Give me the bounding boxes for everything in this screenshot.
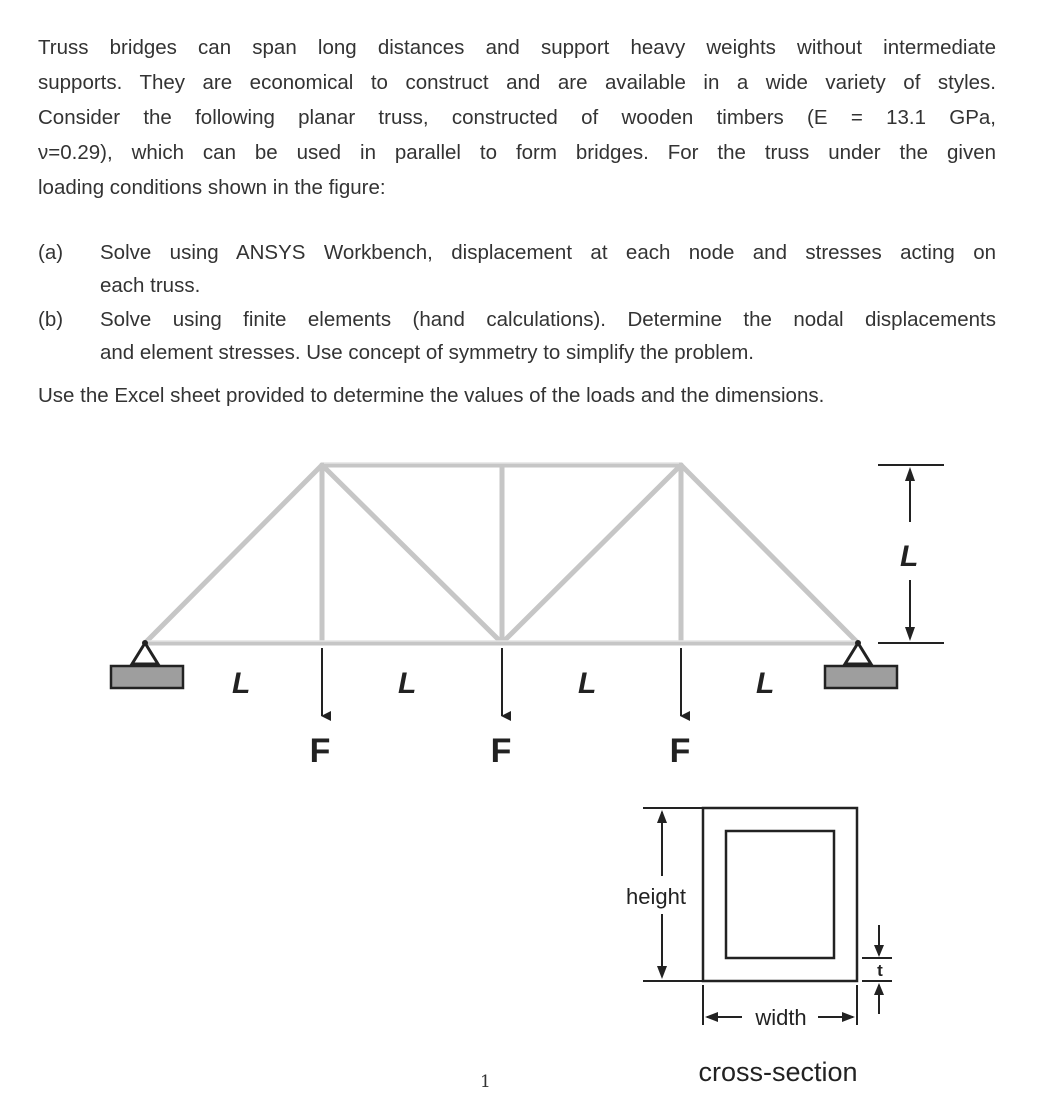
diagonal-right [502, 465, 681, 643]
section-width-label: width [755, 1005, 807, 1030]
intro-line: Truss bridges can span long distances and support heavy weights without intermediate [38, 36, 996, 59]
load-label-1: F [309, 732, 331, 770]
intro-line: ν=0.29), which can be used in parallel to form bridges. For the truss under the given [38, 141, 996, 164]
span-label-1: L [232, 667, 251, 700]
intro-line: Consider the following planar truss, constructed of wooden timbers (E = 13.1 GPa, [38, 106, 996, 129]
height-dimension-label: L [900, 540, 919, 573]
load-label-2: F [490, 732, 512, 770]
section-height-label: height [626, 884, 686, 909]
page-number: 1 [480, 1072, 491, 1092]
cross-section [703, 808, 857, 981]
load-label-3: F [669, 732, 691, 770]
inner-section [726, 831, 834, 958]
task-b-label: (b) [38, 308, 64, 331]
intro-line: loading conditions shown in the figure: [38, 176, 386, 199]
cross-section-caption: cross-section [698, 1057, 858, 1087]
intro-line: supports. They are economical to construct and are available in a wide variety of styles. [38, 71, 996, 94]
truss [145, 465, 858, 643]
section-thickness-label: t [877, 961, 883, 980]
right-end-post [681, 465, 858, 643]
task-a-line: each truss. [100, 274, 201, 297]
task-a-label: (a) [38, 241, 64, 264]
span-label-3: L [578, 667, 597, 700]
load-arrows [322, 648, 681, 716]
task-a-line: Solve using ANSYS Workbench, displacement at each node and stresses acting on [100, 241, 996, 264]
task-b-line: Solve using finite elements (hand calculations). Determine the nodal displacements [100, 308, 996, 331]
right-pin-support [825, 640, 897, 688]
span-label-4: L [756, 667, 775, 700]
left-pin-support [111, 640, 183, 688]
task-b-line: and element stresses. Use concept of symmetry to simplify the problem. [100, 341, 754, 364]
left-end-post [145, 465, 322, 643]
excel-note: Use the Excel sheet provided to determine the values of the loads and the dimensions. [38, 384, 825, 407]
span-label-2: L [398, 667, 417, 700]
diagonal-left [322, 465, 502, 643]
